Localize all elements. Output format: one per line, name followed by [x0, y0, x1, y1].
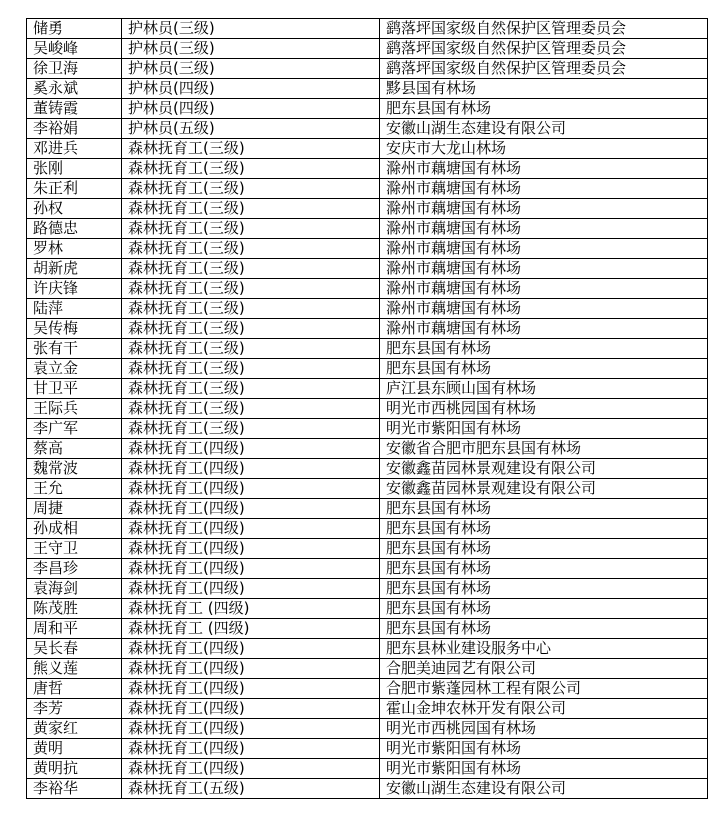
- job-title-cell: 森林抚育工(四级): [122, 679, 380, 699]
- organization-cell: 滁州市藕塘国有林场: [380, 299, 708, 319]
- job-title-cell: 森林抚育工(四级): [122, 519, 380, 539]
- job-title-cell: 森林抚育工 (四级): [122, 599, 380, 619]
- table-row: [27, 279, 708, 299]
- organization-cell: 明光市紫阳国有林场: [380, 419, 708, 439]
- table-row: [27, 159, 708, 179]
- name-cell: 王际兵: [27, 399, 122, 419]
- name-cell: 王允: [27, 479, 122, 499]
- organization-cell: 滁州市藕塘国有林场: [380, 239, 708, 259]
- name-cell: 储勇: [27, 19, 122, 39]
- name-cell: 李昌珍: [27, 559, 122, 579]
- name-cell: 董铸霞: [27, 99, 122, 119]
- name-cell: 李裕娟: [27, 119, 122, 139]
- table-row: [27, 539, 708, 559]
- table-row: [27, 659, 708, 679]
- table-row: [27, 339, 708, 359]
- table-row: [27, 759, 708, 779]
- table-row: [27, 119, 708, 139]
- name-cell: 张有干: [27, 339, 122, 359]
- job-title-cell: 森林抚育工(四级): [122, 739, 380, 759]
- job-title-cell: 森林抚育工(三级): [122, 359, 380, 379]
- organization-cell: 肥东县国有林场: [380, 559, 708, 579]
- job-title-cell: 森林抚育工(三级): [122, 299, 380, 319]
- name-cell: 路德忠: [27, 219, 122, 239]
- table-row: [27, 179, 708, 199]
- organization-cell: 肥东县国有林场: [380, 599, 708, 619]
- organization-cell: 合肥美迪园艺有限公司: [380, 659, 708, 679]
- table-row: [27, 19, 708, 39]
- name-cell: 袁立金: [27, 359, 122, 379]
- organization-cell: 安徽鑫苗园林景观建设有限公司: [380, 459, 708, 479]
- table-row: [27, 639, 708, 659]
- organization-cell: 滁州市藕塘国有林场: [380, 179, 708, 199]
- name-cell: 奚永斌: [27, 79, 122, 99]
- table-row: [27, 559, 708, 579]
- table-row: [27, 219, 708, 239]
- table-row: [27, 699, 708, 719]
- table-row: [27, 59, 708, 79]
- name-cell: 黄家红: [27, 719, 122, 739]
- table-row: [27, 399, 708, 419]
- name-cell: 袁海剑: [27, 579, 122, 599]
- name-cell: 李裕华: [27, 779, 122, 799]
- organization-cell: 滁州市藕塘国有林场: [380, 159, 708, 179]
- organization-cell: 安徽省合肥市肥东县国有林场: [380, 439, 708, 459]
- name-cell: 朱正利: [27, 179, 122, 199]
- job-title-cell: 森林抚育工(四级): [122, 539, 380, 559]
- name-cell: 邓进兵: [27, 139, 122, 159]
- organization-cell: 肥东县国有林场: [380, 339, 708, 359]
- name-cell: 徐卫海: [27, 59, 122, 79]
- name-cell: 李广军: [27, 419, 122, 439]
- name-cell: 张刚: [27, 159, 122, 179]
- organization-cell: 肥东县国有林场: [380, 499, 708, 519]
- job-title-cell: 护林员(三级): [122, 59, 380, 79]
- job-title-cell: 森林抚育工(三级): [122, 399, 380, 419]
- name-cell: 陆萍: [27, 299, 122, 319]
- table-row: [27, 439, 708, 459]
- job-title-cell: 护林员(三级): [122, 19, 380, 39]
- job-title-cell: 森林抚育工(三级): [122, 419, 380, 439]
- organization-cell: 明光市紫阳国有林场: [380, 739, 708, 759]
- table-row: [27, 519, 708, 539]
- name-cell: 吴传梅: [27, 319, 122, 339]
- organization-cell: 肥东县国有林场: [380, 99, 708, 119]
- table-row: [27, 779, 708, 799]
- name-cell: 周和平: [27, 619, 122, 639]
- name-cell: 吴长春: [27, 639, 122, 659]
- job-title-cell: 森林抚育工 (四级): [122, 619, 380, 639]
- table-row: [27, 139, 708, 159]
- organization-cell: 安庆市大龙山林场: [380, 139, 708, 159]
- job-title-cell: 森林抚育工(三级): [122, 239, 380, 259]
- name-cell: 魏常波: [27, 459, 122, 479]
- organization-cell: 安徽鑫苗园林景观建设有限公司: [380, 479, 708, 499]
- table-row: [27, 719, 708, 739]
- job-title-cell: 森林抚育工(三级): [122, 199, 380, 219]
- table-row: [27, 239, 708, 259]
- roster-table: [26, 18, 708, 799]
- name-cell: 吴峻峰: [27, 39, 122, 59]
- roster-sheet: [26, 18, 707, 799]
- table-row: [27, 679, 708, 699]
- organization-cell: 鹞落坪国家级自然保护区管理委员会: [380, 39, 708, 59]
- organization-cell: 滁州市藕塘国有林场: [380, 199, 708, 219]
- table-row: [27, 459, 708, 479]
- job-title-cell: 森林抚育工(四级): [122, 699, 380, 719]
- table-row: [27, 419, 708, 439]
- job-title-cell: 森林抚育工(四级): [122, 759, 380, 779]
- name-cell: 许庆锋: [27, 279, 122, 299]
- job-title-cell: 森林抚育工(三级): [122, 139, 380, 159]
- name-cell: 孙成相: [27, 519, 122, 539]
- job-title-cell: 森林抚育工(三级): [122, 159, 380, 179]
- table-row: [27, 739, 708, 759]
- organization-cell: 黟县国有林场: [380, 79, 708, 99]
- table-row: [27, 299, 708, 319]
- table-row: [27, 39, 708, 59]
- table-row: [27, 619, 708, 639]
- job-title-cell: 森林抚育工(四级): [122, 639, 380, 659]
- table-row: [27, 359, 708, 379]
- name-cell: 罗林: [27, 239, 122, 259]
- organization-cell: 滁州市藕塘国有林场: [380, 279, 708, 299]
- organization-cell: 滁州市藕塘国有林场: [380, 259, 708, 279]
- organization-cell: 滁州市藕塘国有林场: [380, 319, 708, 339]
- table-row: [27, 319, 708, 339]
- organization-cell: 庐江县东顾山国有林场: [380, 379, 708, 399]
- table-row: [27, 379, 708, 399]
- organization-cell: 明光市紫阳国有林场: [380, 759, 708, 779]
- job-title-cell: 护林员(三级): [122, 39, 380, 59]
- organization-cell: 安徽山湖生态建设有限公司: [380, 779, 708, 799]
- table-row: [27, 199, 708, 219]
- organization-cell: 鹞落坪国家级自然保护区管理委员会: [380, 59, 708, 79]
- table-row: [27, 79, 708, 99]
- roster-table-body: [27, 19, 708, 799]
- table-row: [27, 479, 708, 499]
- name-cell: 李芳: [27, 699, 122, 719]
- organization-cell: 明光市西桃园国有林场: [380, 719, 708, 739]
- job-title-cell: 森林抚育工(四级): [122, 659, 380, 679]
- job-title-cell: 森林抚育工(四级): [122, 479, 380, 499]
- table-row: [27, 259, 708, 279]
- organization-cell: 滁州市藕塘国有林场: [380, 219, 708, 239]
- table-row: [27, 499, 708, 519]
- name-cell: 熊义莲: [27, 659, 122, 679]
- job-title-cell: 森林抚育工(三级): [122, 319, 380, 339]
- job-title-cell: 森林抚育工(三级): [122, 219, 380, 239]
- job-title-cell: 护林员(四级): [122, 99, 380, 119]
- organization-cell: 霍山金坤农林开发有限公司: [380, 699, 708, 719]
- job-title-cell: 森林抚育工(四级): [122, 559, 380, 579]
- organization-cell: 安徽山湖生态建设有限公司: [380, 119, 708, 139]
- table-row: [27, 99, 708, 119]
- name-cell: 黄明抗: [27, 759, 122, 779]
- job-title-cell: 森林抚育工(四级): [122, 439, 380, 459]
- table-row: [27, 599, 708, 619]
- organization-cell: 肥东县国有林场: [380, 539, 708, 559]
- organization-cell: 肥东县国有林场: [380, 619, 708, 639]
- organization-cell: 肥东县国有林场: [380, 579, 708, 599]
- organization-cell: 合肥市紫蓬园林工程有限公司: [380, 679, 708, 699]
- organization-cell: 肥东县林业建设服务中心: [380, 639, 708, 659]
- name-cell: 甘卫平: [27, 379, 122, 399]
- name-cell: 胡新虎: [27, 259, 122, 279]
- name-cell: 孙权: [27, 199, 122, 219]
- name-cell: 陈茂胜: [27, 599, 122, 619]
- name-cell: 周捷: [27, 499, 122, 519]
- organization-cell: 肥东县国有林场: [380, 359, 708, 379]
- job-title-cell: 森林抚育工(四级): [122, 719, 380, 739]
- table-row: [27, 579, 708, 599]
- name-cell: 蔡高: [27, 439, 122, 459]
- job-title-cell: 森林抚育工(四级): [122, 579, 380, 599]
- name-cell: 王守卫: [27, 539, 122, 559]
- job-title-cell: 护林员(四级): [122, 79, 380, 99]
- name-cell: 黄明: [27, 739, 122, 759]
- job-title-cell: 森林抚育工(三级): [122, 379, 380, 399]
- organization-cell: 鹞落坪国家级自然保护区管理委员会: [380, 19, 708, 39]
- organization-cell: 肥东县国有林场: [380, 519, 708, 539]
- job-title-cell: 森林抚育工(三级): [122, 339, 380, 359]
- job-title-cell: 森林抚育工(三级): [122, 179, 380, 199]
- organization-cell: 明光市西桃园国有林场: [380, 399, 708, 419]
- job-title-cell: 森林抚育工(四级): [122, 499, 380, 519]
- job-title-cell: 森林抚育工(三级): [122, 259, 380, 279]
- name-cell: 唐哲: [27, 679, 122, 699]
- job-title-cell: 护林员(五级): [122, 119, 380, 139]
- job-title-cell: 森林抚育工(三级): [122, 279, 380, 299]
- job-title-cell: 森林抚育工(五级): [122, 779, 380, 799]
- job-title-cell: 森林抚育工(四级): [122, 459, 380, 479]
